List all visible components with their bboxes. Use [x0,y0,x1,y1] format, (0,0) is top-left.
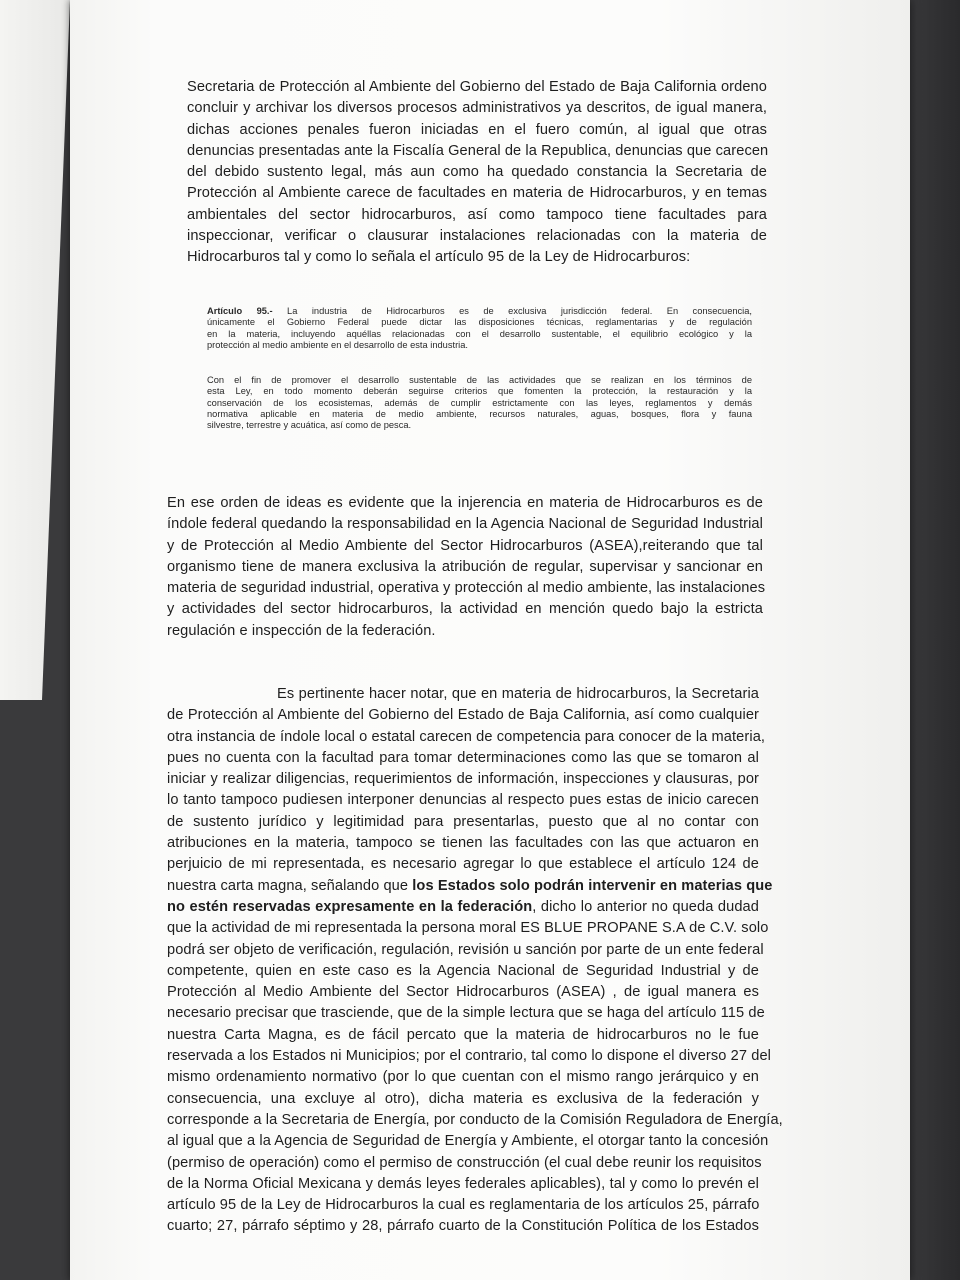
quote-line: normativa aplicable en materia de medio ambiente, recursos naturales, aguas, bosques, flora y fauna [207,408,752,419]
text-pre: nuestra carta magna, señalando que [167,877,413,894]
text-line: cuarto; 27, párrafo séptimo y 28, párrafo cuarto de la Constitución Política de los Estados [167,1218,759,1235]
text-line: reservada a los Estados ni Municipios; por el contrario, tal como lo dispone el diverso 27 del [167,1048,772,1065]
text-line: En ese orden de ideas es evidente que la injerencia en materia de Hidrocarburos es de [167,495,763,511]
text-line: concluir y archivar los diversos procesos administrativos ya descritos, de igual manera, [187,100,767,117]
text-line: otra instancia de índole local o estatal carecen de competencia para conocer de la materia, [167,728,766,745]
bold-text: no estén reservadas expresamente en la federación [167,898,533,915]
text-line: iniciar y realizar diligencias, requerimientos de información, inspecciones y clausuras, por [167,771,759,788]
text-line: organismo tiene de manera exclusiva la atribución de regular, supervisar y sancionar en [167,558,763,575]
text-line: consecuencia, una excluye al otro), dicha materia es exclusiva de la federación y [167,1090,759,1107]
text-line: necesario precisar que trasciende, que de la simple lectura que se haga del artículo 115 de [167,1005,765,1022]
quote-text: La industria de Hidrocarburos es de exclusiva jurisdicción federal. En consecuencia, [272,306,752,316]
paragraph-competence [167,684,783,1238]
text-line: perjuicio de mi representada, es necesario agregar lo que establece el artículo 124 de [167,856,759,873]
text-line [167,684,759,705]
quote-line: conservación de los ecosistemas, además de cumplir estrictamente con las leyes, reglamentos y demás [207,397,752,408]
text-line: dichas acciones penales fueron iniciadas en el fuero común, al igual que otras [187,121,767,138]
text-line: artículo 95 de la Ley de Hidrocarburos la cual es reglamentaria de los artículos 25, párrafo [167,1197,760,1214]
text-line: de la Norma Oficial Mexicana y demás leyes federales aplicables), tal y como lo prevén el [167,1175,759,1192]
background-paper-left [0,0,70,700]
text-line: denuncias presentadas ante la Fiscalía General de la Republica, denuncias que carecen [187,142,769,159]
quote-line: Con el fin de promover el desarrollo sustentable de las actividades que se realizan en los términos de [207,375,752,385]
text-line: podrá ser objeto de verificación, regulación, revisión u sanción por parte de un ente federal [167,941,764,958]
text-post: , dicho lo anterior no queda dudad [532,898,759,915]
quote-line [207,306,752,317]
text-line [167,897,759,918]
quote-line: únicamente el Gobierno Federal puede dictar las disposiciones técnicas, reglamentarias y de regulación [207,317,752,328]
text-line: que la actividad de mi representada la persona moral ES BLUE PROPANE S.A de C.V. solo [167,920,769,937]
text-line: pues no cuenta con la facultad para tomar determinaciones como las que se tomaron al [167,749,759,766]
quote-line: silvestre, terrestre y acuática, así como de pesca. [207,420,412,431]
document-page [70,0,910,1280]
text-line: lo tanto tampoco pudiesen interponer denuncias al respecto pues estas de inicio carecen [167,792,759,809]
paragraph-federal-jurisdiction [167,493,766,642]
text-line: Protección al Medio Ambiente del Sector Hidrocarburos (ASEA) , de igual manera es [167,984,759,1001]
text-line: Hidrocarburos tal y como lo señala el artículo 95 de la Ley de Hidrocarburos: [187,249,691,266]
text-line: y actividades del sector hidrocarburos, la actividad en mención quedo bajo la estricta [167,601,763,618]
text-line: Protección al Ambiente carece de facultades en materia de Hidrocarburos, y en temas [187,185,767,202]
text-line: regulación e inspección de la federación. [167,622,436,639]
text-line: (permiso de operación) como el permiso de construcción (el cual debe reunir los requisitos [167,1154,762,1171]
text-line: Secretaria de Protección al Ambiente del Gobierno del Estado de Baja California ordeno [187,79,767,95]
quote-line: en la materia, incluyendo aquéllas relacionadas con el desarrollo sustentable, el equilibrio ecológico y la [207,328,752,339]
text-line: ambientales del sector hidrocarburos, así como tampoco tiene facultades para [187,206,767,223]
quote-article-95-second [207,375,752,431]
text-first: Es pertinente hacer notar, que en materia de hidrocarburos, la Secretaria [277,686,759,702]
text-line [167,876,773,897]
text-line: nuestra Carta Magna, es de fácil percato que la materia de hidrocarburos no le fue [167,1026,759,1043]
bold-text: los Estados solo podrán intervenir en materias que [412,877,773,894]
text-line: competente, quien en este caso es la Agencia Nacional de Seguridad Industrial y de [167,962,759,979]
text-line: mismo ordenamiento normativo (por lo que cuentan con el mismo rango jerárquico y en [167,1069,759,1086]
quote-line: protección al medio ambiente en el desarrollo de esta industria. [207,339,468,350]
article-label: Artículo 95.- [207,306,273,316]
text-line: al igual que a la Agencia de Seguridad de Energía y Ambiente, el otorgar tanto la concesión [167,1133,769,1150]
quote-article-95-first [207,306,752,351]
text-line: índole federal quedando la responsabilidad en la Agencia Nacional de Seguridad Industrial [167,516,763,533]
text-line: corresponde a la Secretaria de Energía, por conducto de la Comisión Reguladora de Energía, [167,1111,783,1128]
text-line: inspeccionar, verificar o clausurar instalaciones relacionadas con la materia de [187,228,767,245]
text-line: y de Protección al Medio Ambiente del Sector Hidrocarburos (ASEA),reiterando que tal [167,537,763,554]
text-line: de Protección al Ambiente del Gobierno del Estado de Baja California, así como cualquier [167,707,759,724]
text-line: atribuciones en la materia, tampoco se tienen las facultades con las que actuaron en [167,835,759,852]
text-line: de sustento jurídico y legitimidad para presentarlas, puesto que al no contar con [167,813,759,830]
quote-line: esta Ley, en todo momento deberán seguirse criterios que fomenten la protección, la restauración y la [207,386,752,397]
text-line: materia de seguridad industrial, operativa y protección al medio ambiente, las instalaciones [167,580,766,597]
text-line: del debido sustento legal, más aun como ha quedado constancia la Secretaria de [187,164,767,181]
paragraph-intro [187,77,767,269]
